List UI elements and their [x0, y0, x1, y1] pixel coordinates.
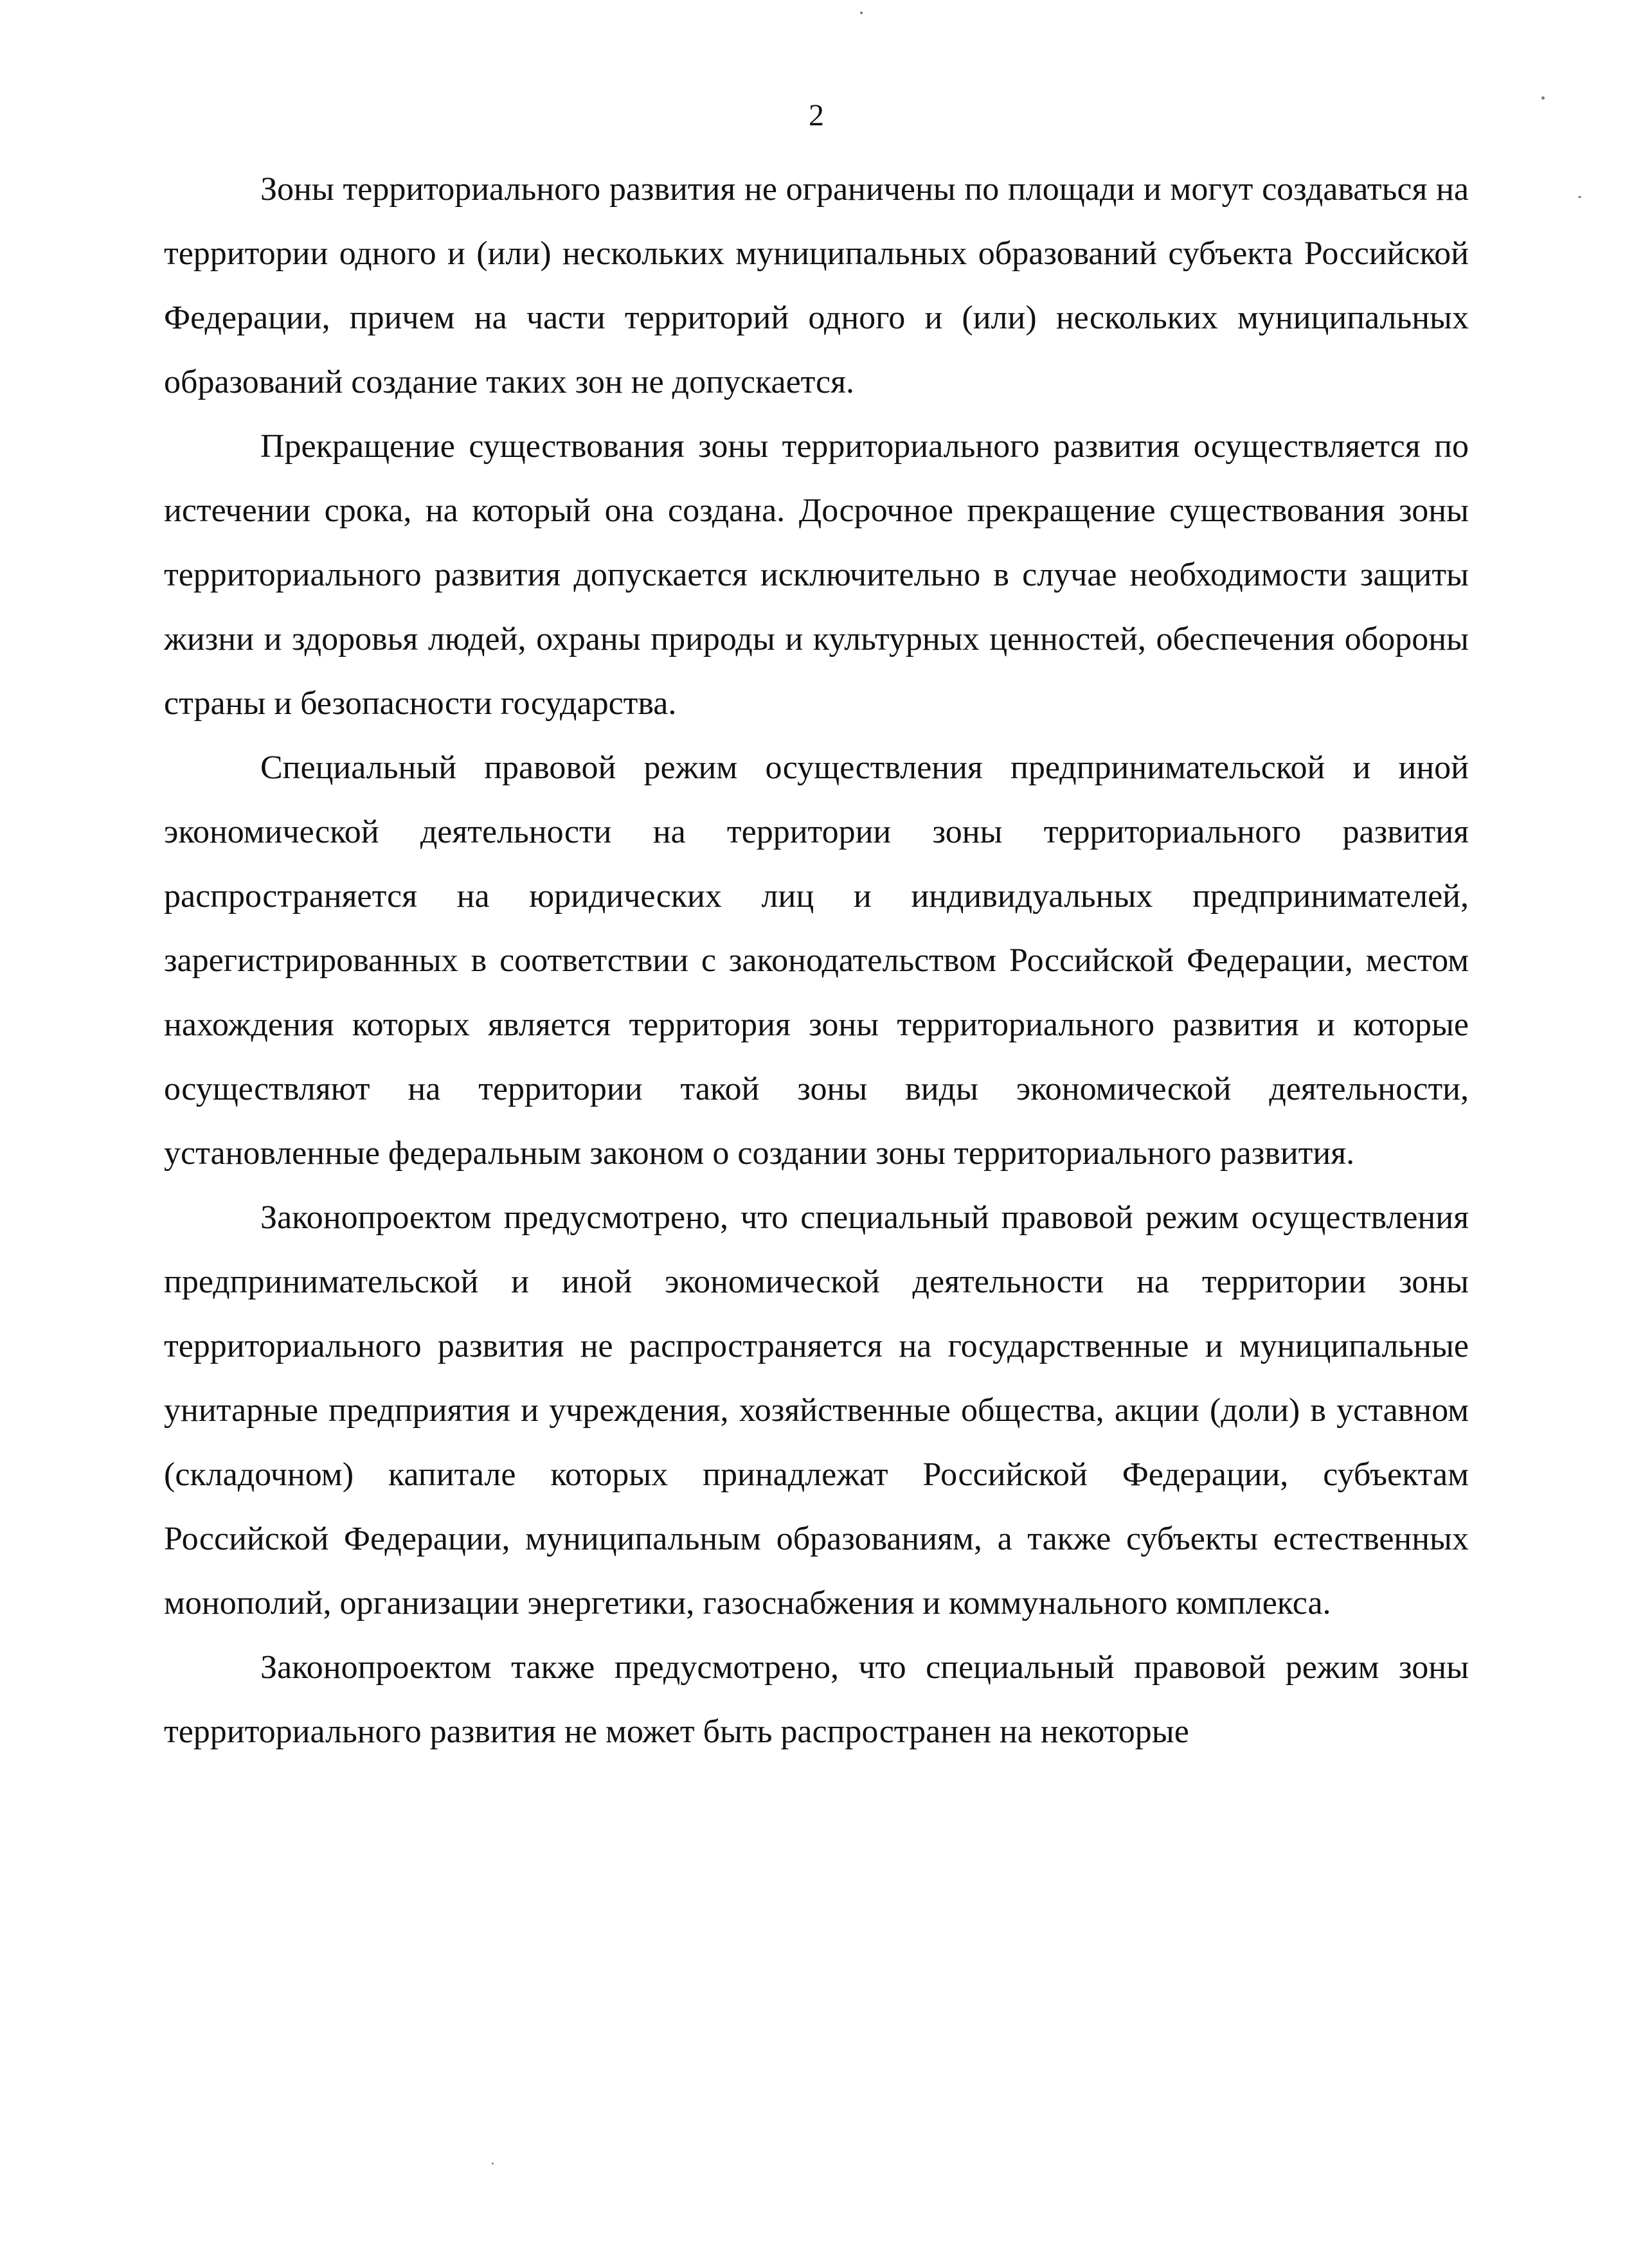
paragraph-zones-area: Зоны территориального развития не ограничены по площади и могут создаваться на территории одного и (или) нескольких муниципальных образований субъекта Российской Федерации, причем на части территорий одного и (или) нескольких муниципальных образований создание таких зон не допускается. — [164, 171, 1469, 400]
page-number: 2 — [809, 98, 824, 132]
scan-speck — [1541, 96, 1545, 100]
scan-speck — [860, 12, 863, 14]
paragraph-regime-exclusions: Законопроектом предусмотрено, что специальный правовой режим осуществления предпринимательской и иной экономической деятельности на территории зоны территориального развития не распространяется на государственные и муниципальные унитарные предприятия и учреждения, хозяйственные общества, акции (доли) в уставном (складочном) капитале которых принадлежат Российской Федерации, субъектам Российской Федерации, муниципальным образованиям, а также субъекты естественных монополий, организации энергетики, газоснабжения и коммунального комплекса. — [164, 1199, 1469, 1621]
paragraph-regime-limitations: Законопроектом также предусмотрено, что специальный правовой режим зоны территориального развития не может быть распространен на некоторые — [164, 1649, 1469, 1750]
scan-speck — [1578, 196, 1581, 198]
document-body — [164, 157, 1469, 1764]
paragraph-zone-termination: Прекращение существования зоны территориального развития осуществляется по истечении срока, на который она создана. Досрочное прекращение существования зоны территориального развития допускается исключительно в случае необходимости защиты жизни и здоровья людей, охраны природы и культурных ценностей, обеспечения обороны страны и безопасности государства. — [164, 428, 1469, 722]
paragraph-special-regime-scope: Специальный правовой режим осуществления предпринимательской и иной экономической деятельности на территории зоны территориального развития распространяется на юридических лиц и индивидуальных предпринимателей, зарегистрированных в соответствии с законодательством Российской Федерации, местом нахождения которых является территория зоны территориального развития и которые осуществляют на территории такой зоны виды экономической деятельности, установленные федеральным законом о создании зоны территориального развития. — [164, 749, 1469, 1172]
scan-speck — [492, 2163, 494, 2165]
